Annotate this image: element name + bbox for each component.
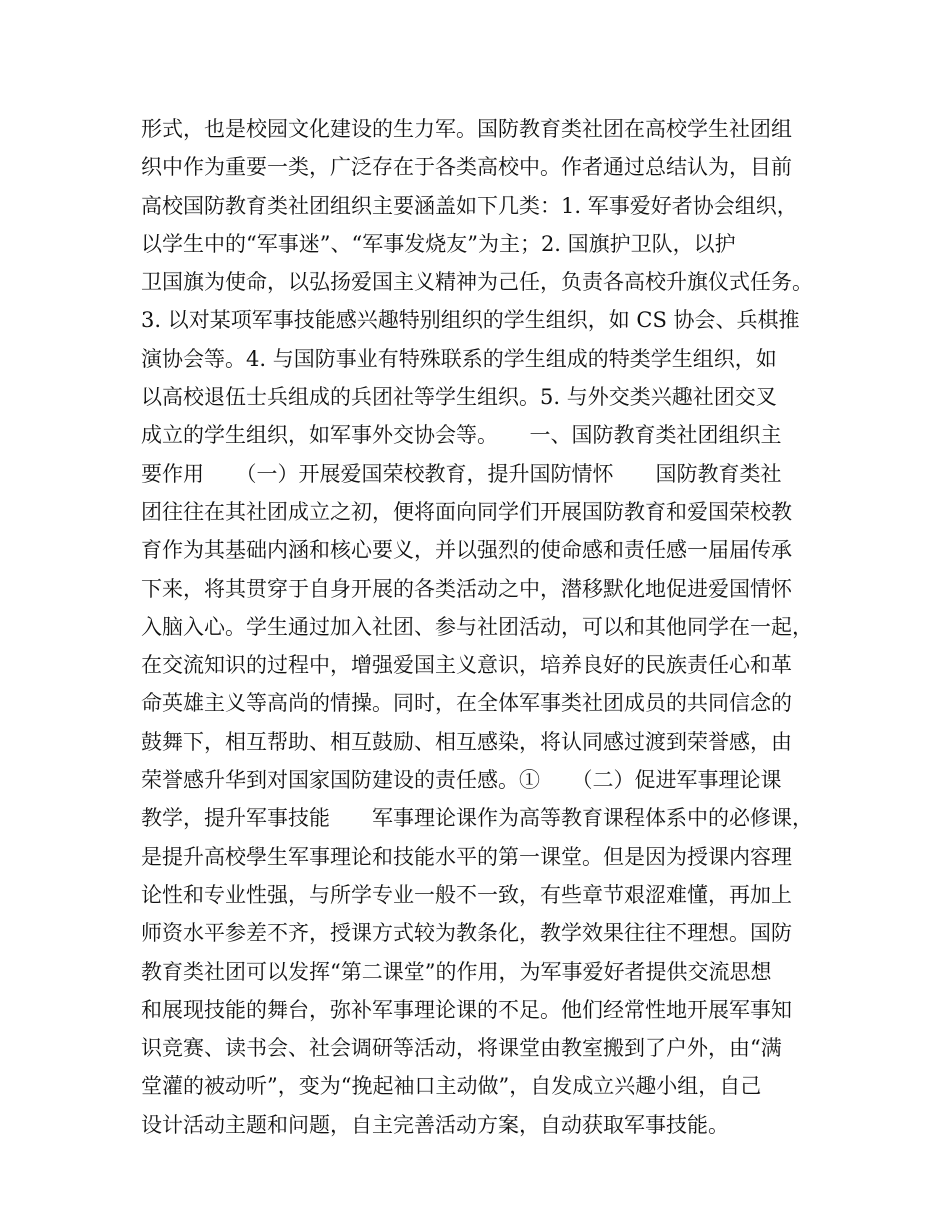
text-line: 要作用 （一）开展爱国荣校教育，提升国防情怀 国防教育类社 xyxy=(141,461,782,486)
text-line: 在交流知识的过程中，增强爱国主义意识，培养良好的民族责任心和革 xyxy=(141,653,792,678)
text-line: 3. 以对某项军事技能感兴趣特别组织的学生组织，如 CS 协会、兵棋推 xyxy=(141,308,800,333)
text-line: 成立的学生组织，如军事外交协会等。 一、国防教育类社团组织主 xyxy=(141,423,782,448)
text-line: 织中作为重要一类，广泛存在于各类高校中。作者通过总结认为，目前 xyxy=(141,155,792,180)
text-line: 识竞赛、读书会、社会调研等活动，将课堂由教室搬到了户外，由“满 xyxy=(141,1036,782,1061)
text-line: 论性和专业性强，与所学专业一般不一致，有些章节艰涩难懂，再加上 xyxy=(141,882,792,907)
text-line: 设计活动主题和问题，自主完善活动方案，自动获取军事技能。 xyxy=(141,1112,729,1137)
text-line: 命英雄主义等高尚的情操。同时，在全体军事类社团成员的共同信念的 xyxy=(141,691,792,716)
text-line: 入脑入心。学生通过加入社团、参与社团活动，可以和其他同学在一起， xyxy=(141,614,813,639)
text-line: 形式，也是校园文化建设的生力军。国防教育类社团在高校学生社团组 xyxy=(141,117,792,141)
text-line: 卫国旗为使命，以弘扬爱国主义精神为己任，负责各高校升旗仪式任务。 xyxy=(141,270,813,295)
text-line: 团往往在其社团成立之初，便将面向同学们开展国防教育和爱国荣校教 xyxy=(141,499,792,524)
text-line: 鼓舞下，相互帮助、相互鼓励、相互感染，将认同感过渡到荣誉感，由 xyxy=(141,729,792,754)
text-line: 荣誉感升华到对国家国防建设的责任感。① （二）促进军事理论课 xyxy=(141,768,782,793)
text-line: 高校国防教育类社团组织主要涵盖如下几类：1. 军事爱好者协会组织， xyxy=(141,193,798,218)
body-text xyxy=(141,110,821,1144)
text-line: 育作为其基础内涵和核心要义，并以强烈的使命感和责任感一届届传承 xyxy=(141,538,792,563)
text-line: 教育类社团可以发挥“第二课堂”的作用，为军事爱好者提供交流思想 xyxy=(141,959,772,984)
text-line: 以学生中的“军事迷”、“军事发烧友”为主；2. 国旗护卫队，以护 xyxy=(141,231,736,256)
text-line: 和展现技能的舞台，弥补军事理论课的不足。他们经常性地开展军事知 xyxy=(141,997,792,1022)
text-line: 堂灌的被动听”，变为“挽起袖口主动做”，自发成立兴趣小组，自己 xyxy=(141,1074,762,1099)
text-line: 下来，将其贯穿于自身开展的各类活动之中，潜移默化地促进爱国情怀 xyxy=(141,576,792,601)
text-line: 是提升高校學生军事理论和技能水平的第一课堂。但是因为授课内容理 xyxy=(141,844,792,869)
text-line: 教学，提升军事技能 军事理论课作为高等教育课程体系中的必修课， xyxy=(141,806,813,831)
text-line: 师资水平参差不齐，授课方式较为教条化，教学效果往往不理想。国防 xyxy=(141,921,792,946)
text-line: 以高校退伍士兵组成的兵团社等学生组织。5. 与外交类兴趣社团交叉 xyxy=(141,385,777,410)
text-line: 演协会等。4. 与国防事业有特殊联系的学生组成的特类学生组织，如 xyxy=(141,346,777,371)
